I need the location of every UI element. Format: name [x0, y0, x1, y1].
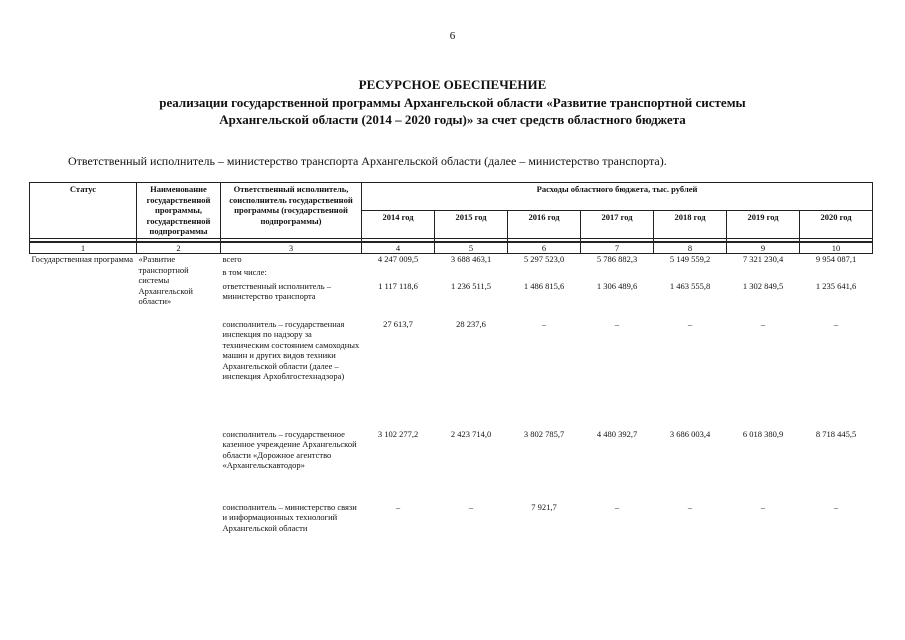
value-cell: 1 463 555,8: [669, 280, 711, 291]
value-cell: –: [468, 501, 474, 512]
value-cell: 1 306 489,6: [596, 280, 638, 291]
responsible-executor-note: Ответственный исполнитель – министерство транспорта Архангельской области (далее – министерство транспорта).: [68, 154, 667, 168]
executor-cell: соисполнитель – государственное казенное учреждение Архангельской области «Дорожное агентство «Архангельскавтодор»: [222, 428, 357, 470]
header-expenses: Расходы областного бюджета, тыс. рублей: [362, 183, 873, 211]
executor-cell: в том числе:: [222, 266, 267, 277]
column-number: 6: [508, 242, 581, 254]
document-subtitle-line-1: реализации государственной программы Архангельской области «Развитие транспортной системы: [159, 95, 746, 110]
value-cell: –: [687, 318, 693, 329]
executor-cell: ответственный исполнитель – министерство транспорта: [222, 280, 331, 301]
value-cell: 3 802 785,7: [523, 428, 565, 439]
column-number: 8: [654, 242, 727, 254]
value-cell: 4 247 009,5: [377, 254, 419, 264]
header-year: 2014 год: [362, 210, 435, 238]
value-cell: 1 302 849,5: [742, 280, 784, 291]
value-cell: –: [614, 501, 620, 512]
value-cell: 7 321 230,4: [742, 254, 784, 264]
value-cell: –: [833, 318, 839, 329]
header-year: 2017 год: [581, 210, 654, 238]
column-number: 2: [137, 242, 221, 254]
header-year: 2018 год: [654, 210, 727, 238]
table-row: [30, 254, 873, 265]
column-number-row: [30, 242, 873, 254]
value-cell: 3 688 463,1: [450, 254, 492, 264]
header-executor: Ответственный исполнитель, соисполнитель государственной программы (государственной подпрограммы): [221, 183, 362, 239]
value-cell: [727, 265, 800, 281]
value-cell: 8 718 445,5: [815, 428, 857, 439]
value-cell: –: [760, 501, 766, 512]
value-cell: –: [395, 501, 401, 512]
header-year: 2020 год: [800, 210, 873, 238]
value-cell: 5 149 559,2: [669, 254, 711, 264]
value-cell: 6 018 380,9: [742, 428, 784, 439]
value-cell: [508, 265, 581, 281]
value-cell: –: [833, 501, 839, 512]
document-title: РЕСУРСНОЕ ОБЕСПЕЧЕНИЕ: [358, 77, 547, 92]
header-year: 2016 год: [508, 210, 581, 238]
column-number: 7: [581, 242, 654, 254]
value-cell: [654, 265, 727, 281]
program-name-cell: «Развитие транспортной системы Архангельской области»: [138, 254, 193, 306]
value-cell: 1 486 815,6: [523, 280, 565, 291]
value-cell: 1 235 641,6: [815, 280, 857, 291]
column-number: 5: [435, 242, 508, 254]
value-cell: 9 954 087,1: [815, 254, 857, 264]
header-year: 2019 год: [727, 210, 800, 238]
value-cell: 5 297 523,0: [523, 254, 565, 264]
resource-table: [29, 182, 873, 533]
column-number: 1: [30, 242, 137, 254]
value-cell: –: [614, 318, 620, 329]
column-number: 3: [221, 242, 362, 254]
document-subtitle-line-2: Архангельской области (2014 – 2020 годы)» за счет средств областного бюджета: [219, 112, 686, 127]
value-cell: 1 117 118,6: [378, 280, 418, 291]
value-cell: 3 686 003,4: [669, 428, 711, 439]
value-cell: 2 423 714,0: [450, 428, 492, 439]
value-cell: –: [541, 318, 547, 329]
executor-cell: соисполнитель – государственная инспекция по надзору за техническим состоянием самоходных машин и других видов техники Архангельской области (далее – инспекция Архоблгостехнадзора): [222, 318, 360, 381]
value-cell: [581, 265, 654, 281]
header-program-name: Наименование государственной программы, государственной подпрограммы: [137, 183, 221, 239]
executor-cell: всего: [222, 254, 242, 264]
column-number: 4: [362, 242, 435, 254]
value-cell: 3 102 277,2: [377, 428, 419, 439]
header-status: Статус: [30, 183, 137, 239]
page-number: 6: [449, 30, 456, 42]
value-cell: –: [687, 501, 693, 512]
value-cell: 7 921,7: [531, 501, 557, 512]
status-cell: Государственная программа: [31, 254, 134, 264]
executor-cell: соисполнитель – министерство связи и информационных технологий Архангельской области: [222, 501, 357, 533]
value-cell: 27 613,7: [383, 318, 413, 329]
value-cell: 5 786 882,3: [596, 254, 638, 264]
value-cell: 28 237,6: [456, 318, 486, 329]
value-cell: 4 480 392,7: [596, 428, 638, 439]
value-cell: 1 236 511,5: [450, 280, 492, 291]
value-cell: [800, 265, 873, 281]
value-cell: [362, 265, 435, 281]
column-number: 10: [800, 242, 873, 254]
value-cell: –: [760, 318, 766, 329]
column-number: 9: [727, 242, 800, 254]
value-cell: [435, 265, 508, 281]
header-year: 2015 год: [435, 210, 508, 238]
